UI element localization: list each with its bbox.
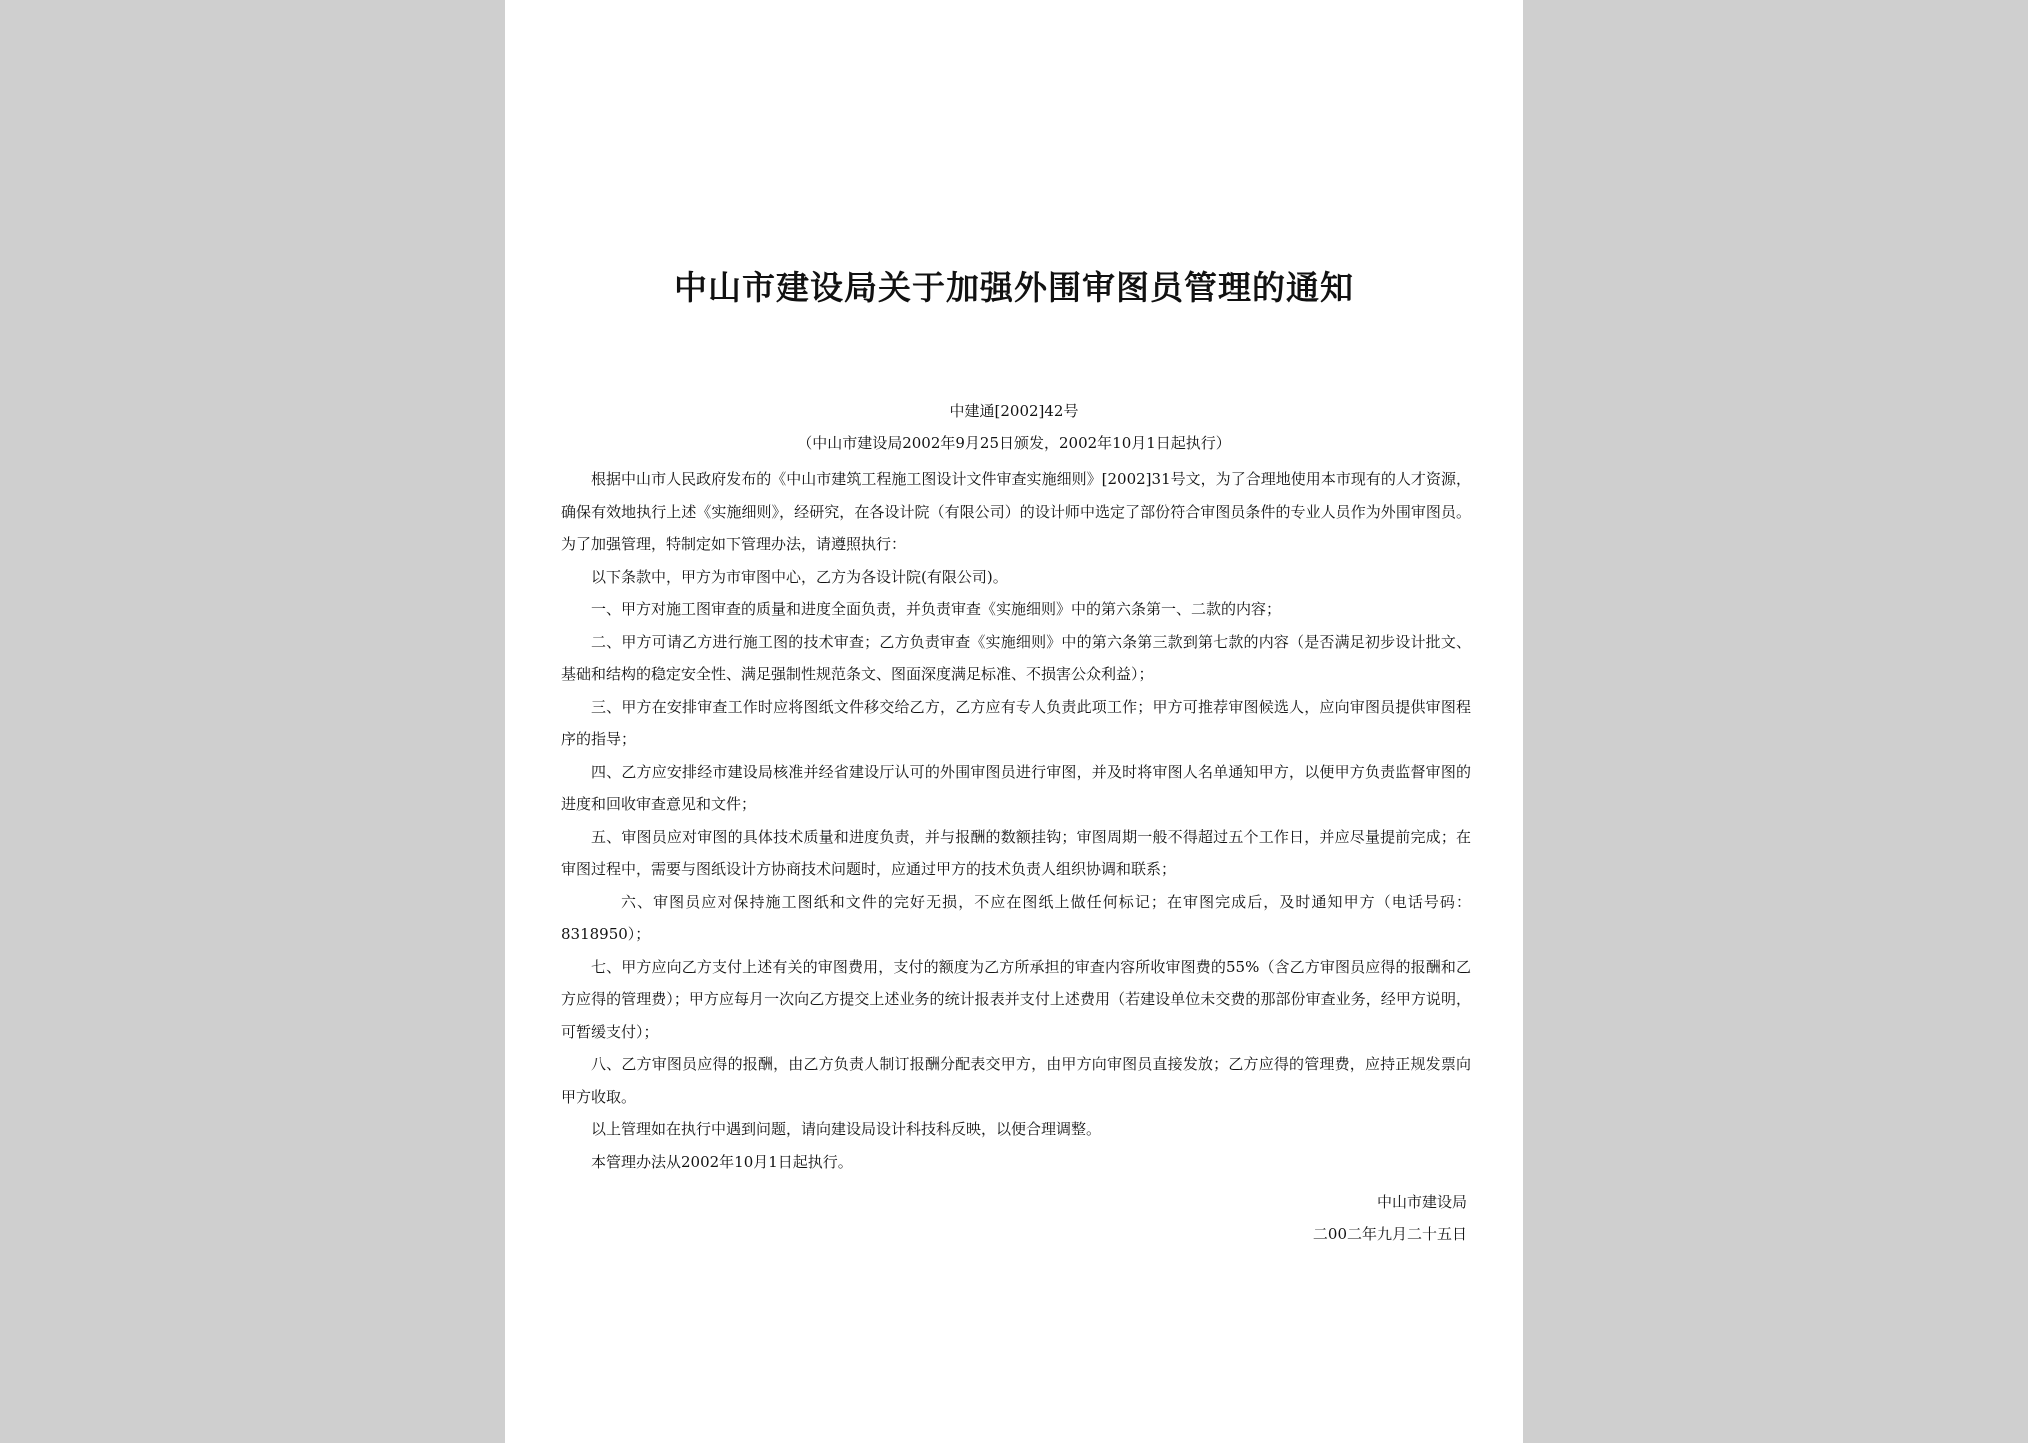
- paragraph-clause-3: 三、甲方在安排审查工作时应将图纸文件移交给乙方，乙方应有专人负责此项工作；甲方可推荐审图候选人，应向审图员提供审图程序的指导；: [561, 697, 1471, 748]
- document-page: [505, 0, 1523, 1443]
- paragraph-feedback: 以上管理如在执行中遇到问题，请向建设局设计科技科反映，以便合理调整。: [591, 1120, 1102, 1138]
- paragraph-intro: 根据中山市人民政府发布的《中山市建筑工程施工图设计文件审查实施细则》[2002]31号文，为了合理地使用本市现有的人才资源，确保有效地执行上述《实施细则》，经研究，在各设计院（有限公司）的设计师中选定了部份符合审图员条件的专业人员作为外围审图员。为了加强管理，特制定如下管理办法，请遵照执行：: [561, 470, 1471, 553]
- paragraph-clause-8: 八、乙方审图员应得的报酬，由乙方负责人制订报酬分配表交甲方，由甲方向审图员直接发放；乙方应得的管理费，应持正规发票向甲方收取。: [561, 1055, 1471, 1106]
- paragraph-clause-2: 二、甲方可请乙方进行施工图的技术审查；乙方负责审查《实施细则》中的第六条第三款到第七款的内容（是否满足初步设计批文、基础和结构的稳定安全性、满足强制性规范条文、图面深度满足标准、不损害公众利益）；: [561, 632, 1471, 683]
- paragraph-definitions: 以下条款中，甲方为市审图中心，乙方为各设计院(有限公司)。: [591, 567, 1008, 586]
- document-number: 中建通[2002]42号: [949, 402, 1079, 420]
- issue-note: （中山市建设局2002年9月25日颁发，2002年10月1日起执行）: [797, 434, 1231, 452]
- paragraph-clause-6: 六、审图员应对保持施工图纸和文件的完好无损，不应在图纸上做任何标记；在审图完成后，及时通知甲方（电话号码：8318950）；: [561, 892, 1471, 943]
- issuer-signature: 中山市建设局: [1376, 1193, 1467, 1211]
- document-body: [561, 463, 1471, 1178]
- paragraph-clause-7: 七、甲方应向乙方支付上述有关的审图费用，支付的额度为乙方所承担的审查内容所收审图费的55%（含乙方审图员应得的报酬和乙方应得的管理费）；甲方应每月一次向乙方提交上述业务的统计报表并支付上述费用（若建设单位未交费的那部份审查业务，经甲方说明，可暂缓支付）；: [561, 957, 1471, 1041]
- issue-date: 二00二年九月二十五日: [1312, 1225, 1467, 1243]
- paragraph-clause-4: 四、乙方应安排经市建设局核准并经省建设厅认可的外围审图员进行审图，并及时将审图人名单通知甲方，以便甲方负责监督审图的进度和回收审查意见和文件；: [561, 762, 1471, 813]
- document-title: 中山市建设局关于加强外围审图员管理的通知: [674, 268, 1354, 307]
- paragraph-clause-1: 一、甲方对施工图审查的质量和进度全面负责，并负责审查《实施细则》中的第六条第一、二款的内容；: [591, 600, 1282, 618]
- paragraph-effective-date: 本管理办法从2002年10月1日起执行。: [591, 1152, 853, 1171]
- paragraph-clause-5: 五、审图员应对审图的具体技术质量和进度负责，并与报酬的数额挂钩；审图周期一般不得超过五个工作日，并应尽量提前完成；在审图过程中，需要与图纸设计方协商技术问题时，应通过甲方的技术负责人组织协调和联系；: [561, 827, 1471, 878]
